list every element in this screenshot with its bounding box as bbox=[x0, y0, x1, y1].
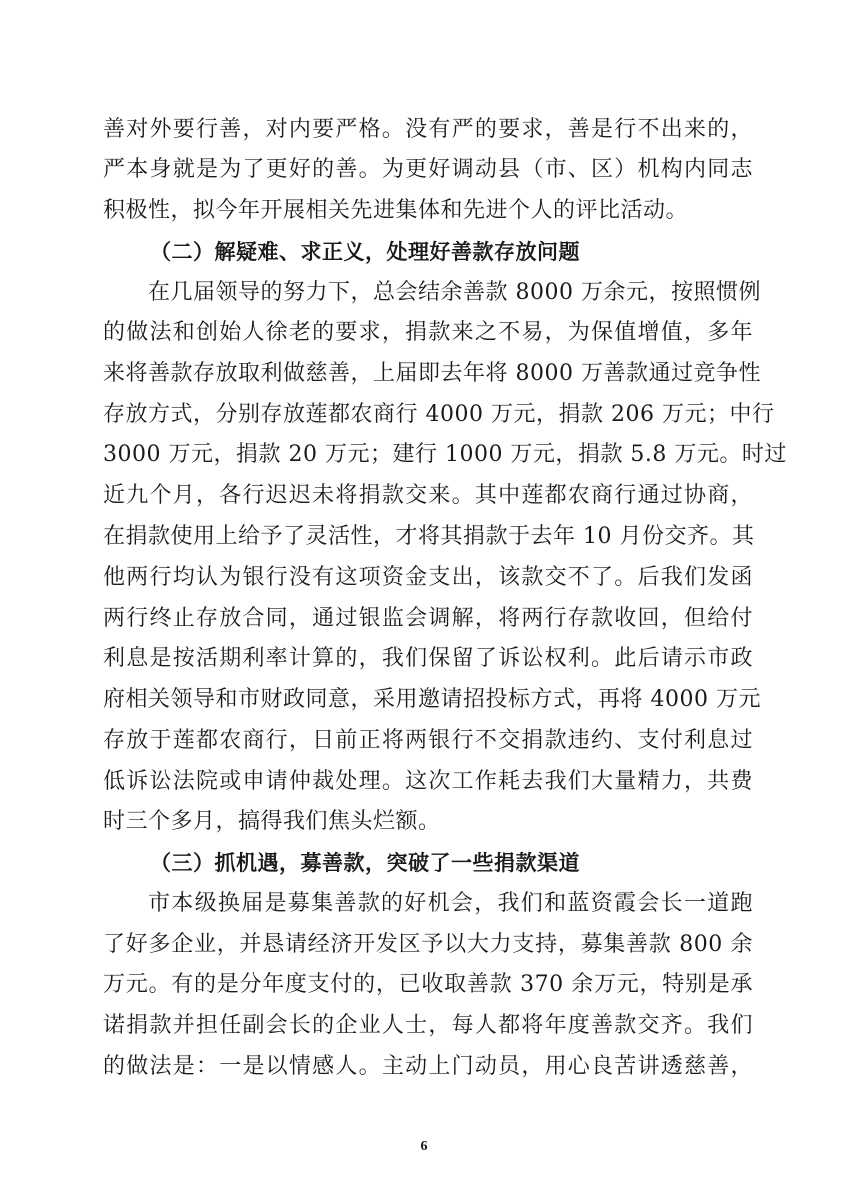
paragraph-first-line: 市本级换届是募集善款的好机会，我们和蓝资霞会长一道跑 bbox=[148, 891, 753, 916]
section-heading-3: （三）抓机遇，募善款，突破了一些捐款渠道 bbox=[150, 851, 580, 875]
body-line: 两行终止存放合同，通过银监会调解，将两行存款收回，但给付 bbox=[103, 606, 753, 631]
body-line: 严本身就是为了更好的善。为更好调动县（市、区）机构内同志 bbox=[103, 157, 753, 182]
body-line: 存放于莲都农商行，日前正将两银行不交捐款违约、支付利息过 bbox=[103, 728, 753, 753]
body-line: 积极性，拟今年开展相关先进集体和先进个人的评比活动。 bbox=[103, 198, 689, 223]
body-line: 低诉讼法院或申请仲裁处理。这次工作耗去我们大量精力，共费 bbox=[103, 769, 753, 794]
body-line: 时三个多月，搞得我们焦头烂额。 bbox=[103, 809, 441, 834]
body-line: 诺捐款并担任副会长的企业人士，每人都将年度善款交齐。我们 bbox=[103, 1013, 753, 1038]
section-heading-2: （二）解疑难、求正义，处理好善款存放问题 bbox=[150, 240, 580, 264]
page-number: 6 bbox=[420, 1139, 428, 1154]
body-line: 存放方式，分别存放莲都农商行 4000 万元，捐款 206 万元；中行 bbox=[103, 402, 775, 427]
body-line: 府相关领导和市财政同意，采用邀请招投标方式，再将 4000 万元 bbox=[103, 687, 761, 712]
body-line: 善对外要行善，对内要严格。没有严的要求，善是行不出来的， bbox=[103, 117, 753, 142]
body-line: 万元。有的是分年度支付的，已收取善款 370 余万元，特别是承 bbox=[103, 972, 753, 997]
body-line: 了好多企业，并恳请经济开发区予以大力支持，募集善款 800 余 bbox=[103, 932, 753, 957]
body-line: 来将善款存放取利做慈善，上届即去年将 8000 万善款通过竞争性 bbox=[103, 361, 761, 386]
body-line: 他两行均认为银行没有这项资金支出，该款交不了。后我们发函 bbox=[103, 565, 753, 590]
body-line: 的做法和创始人徐老的要求，捐款来之不易，为保值增值，多年 bbox=[103, 320, 753, 345]
body-line: 3000 万元，捐款 20 万元；建行 1000 万元，捐款 5.8 万元。时过 bbox=[103, 442, 787, 467]
paragraph-first-line: 在几届领导的努力下，总会结余善款 8000 万余元，按照惯例 bbox=[148, 280, 761, 305]
body-line: 利息是按活期利率计算的，我们保留了诉讼权利。此后请示市政 bbox=[103, 646, 753, 671]
body-line: 的做法是：一是以情感人。主动上门动员，用心良苦讲透慈善， bbox=[103, 1054, 753, 1079]
body-line: 在捐款使用上给予了灵活性，才将其捐款于去年 10 月份交齐。其 bbox=[103, 524, 755, 549]
body-line: 近九个月，各行迟迟未将捐款交来。其中莲都农商行通过协商， bbox=[103, 483, 753, 508]
